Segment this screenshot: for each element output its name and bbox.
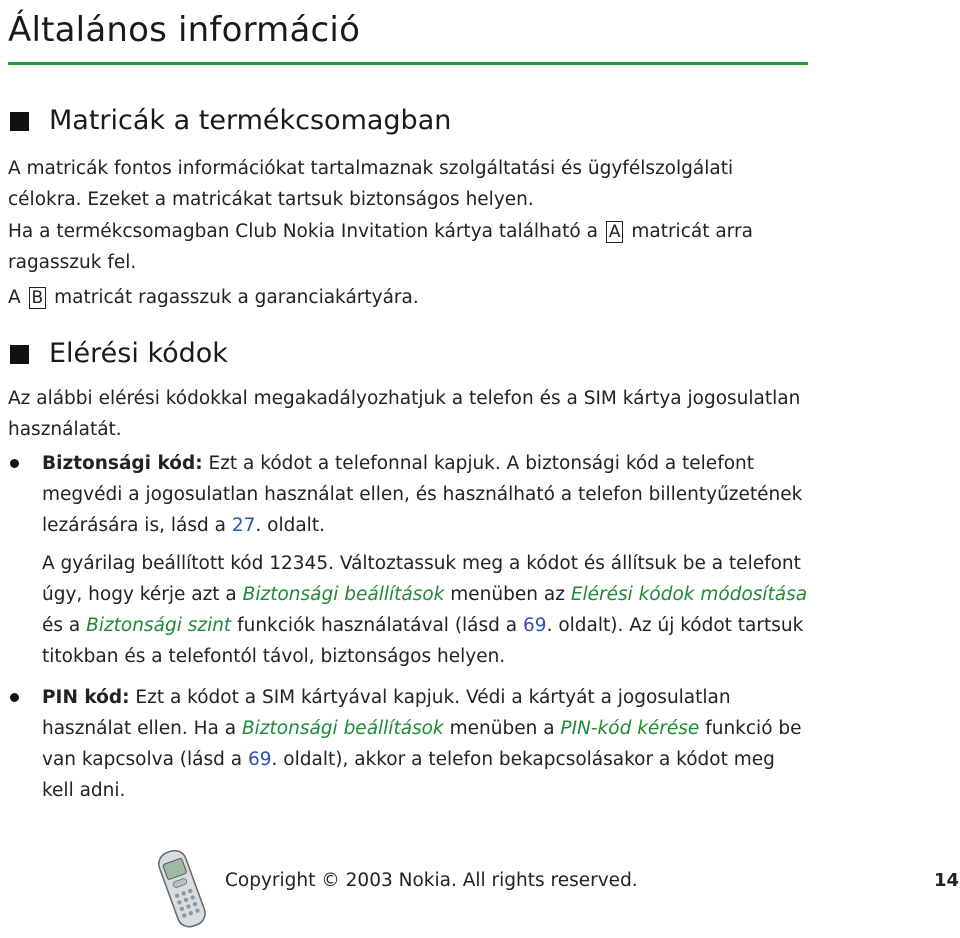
text-segment: . oldalt). Az új kódot tartsuk titokban és a telefontól távol, biztonságos helyen. (42, 615, 804, 667)
stickers-paragraph-2 (8, 216, 808, 278)
text-segment: matricát ragasszuk a garanciakártyára. (54, 287, 419, 308)
menu-reference-link[interactable]: Biztonsági beállítások (242, 584, 445, 605)
security-code-paragraph-2 (42, 548, 808, 672)
menu-reference-link[interactable]: PIN-kód kérése (560, 718, 700, 739)
text-segment: és a (42, 615, 81, 636)
text-segment: Ezt a kódot a telefonnal kapjuk. A biztonsági kód a telefont megvédi a jogosulatlan használat ellen, és használható a telefon billentyűzetének lezárására is, lásd a (42, 453, 803, 536)
menu-reference-link[interactable]: Biztonsági szint (86, 615, 232, 636)
page-title: Általános információ (8, 10, 361, 50)
page-reference-link[interactable]: 27 (231, 515, 256, 536)
text-segment: Ezt a kódot a SIM kártyával kapjuk. Védi a kártyát a jogosulatlan használat ellen. Ha a (42, 687, 731, 739)
text-segment: menüben a (449, 718, 555, 739)
text-segment: menüben az (450, 584, 565, 605)
copyright-notice: Copyright © 2003 Nokia. All rights reserved. (225, 870, 638, 891)
security-code-paragraph-1 (42, 448, 808, 541)
text-segment: . oldalt. (255, 515, 325, 536)
list-item-pin-code (8, 682, 808, 806)
text-segment: A gyárilag beállított kód 12345. Változtassuk meg a kódot és állítsuk be a telefont úgy, hogy kérje azt a (42, 553, 801, 605)
page-number: 14 (934, 870, 960, 891)
section-heading-text: Elérési kódok (49, 338, 228, 369)
term-label: Biztonsági kód: (42, 453, 203, 474)
menu-reference-link[interactable]: Elérési kódok módosítása (570, 584, 808, 605)
list-item-security-code (8, 448, 808, 672)
stickers-paragraph-1: A matricák fontos információkat tartalmaznak szolgáltatási és ügyfélszolgálati célokra. Ezeket a matricákat tartsuk biztonságos helyen. (8, 158, 734, 210)
page-reference-link[interactable]: 69 (247, 749, 272, 770)
text-segment: funkciók használatával (lásd a (237, 615, 518, 636)
text-segment: funkció be van kapcsolva (lásd a (42, 718, 802, 770)
nokia-phone-icon (148, 846, 214, 936)
text-segment: Ha a termékcsomagban Club Nokia Invitation kártya található a (8, 221, 598, 242)
sticker-b-label: B (29, 287, 47, 309)
black-square-icon (10, 345, 29, 364)
page-reference-link[interactable]: 69 (523, 615, 547, 636)
bullet-dot-icon (10, 693, 19, 702)
bullet-dot-icon (10, 459, 19, 468)
stickers-paragraph-3 (8, 282, 808, 313)
black-square-icon (10, 112, 29, 131)
pin-code-paragraph (42, 682, 808, 806)
text-segment: A (8, 287, 21, 308)
text-segment: matricát arra ragasszuk fel. (8, 221, 753, 273)
title-rule (8, 62, 808, 65)
section-heading-stickers (10, 105, 451, 136)
text-segment: . oldalt), akkor a telefon bekapcsolásakor a kódot meg kell adni. (42, 749, 775, 801)
sticker-a-label: A (606, 221, 624, 243)
term-label: PIN kód: (42, 687, 130, 708)
section-heading-access-codes (10, 338, 228, 369)
access-codes-intro: Az alábbi elérési kódokkal megakadályozhatjuk a telefon és a SIM kártya jogosulatlan használatát. (8, 388, 801, 440)
section-heading-text: Matricák a termékcsomagban (49, 105, 452, 136)
menu-reference-link[interactable]: Biztonsági beállítások (241, 718, 444, 739)
